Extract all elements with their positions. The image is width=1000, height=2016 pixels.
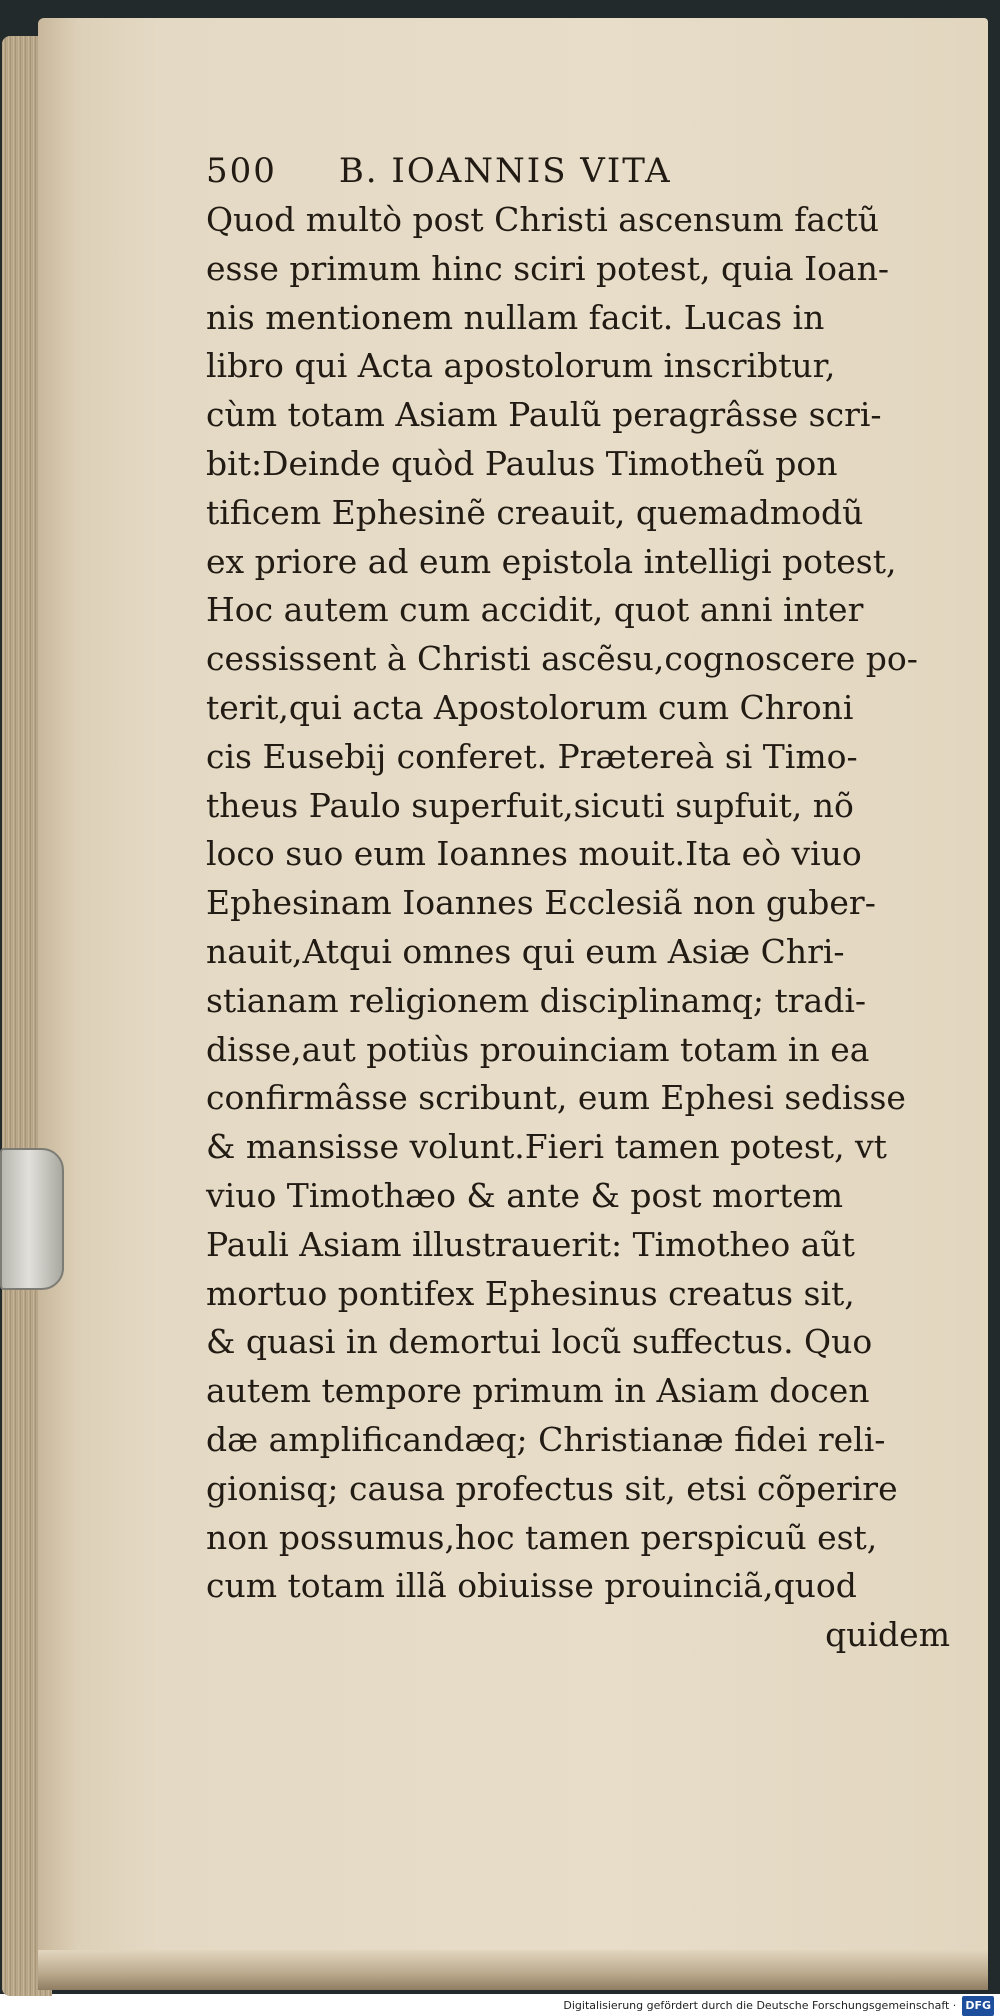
running-title: B. IOANNIS VITA	[338, 151, 672, 191]
text-line: nis mentionem nullam facit. Lucas in	[206, 297, 825, 337]
text-line: cessissent à Christi ascẽsu,cognoscere po-	[206, 639, 918, 679]
catchword: quidem	[825, 1615, 950, 1655]
text-line: nauit,Atqui omnes qui eum Asiæ Chri-	[206, 931, 845, 971]
text-line: cum totam illã obiuisse prouinciã,quod	[206, 1566, 857, 1606]
dfg-logo: DFG	[962, 1996, 994, 2016]
digitization-credit	[0, 1996, 1000, 2016]
text-line: esse primum hinc sciri potest, quia Ioan-	[206, 248, 890, 288]
text-line: tificem Ephesinẽ creauit, quemadmodũ	[206, 492, 864, 532]
text-line: disse,aut potiùs prouinciam totam in ea	[206, 1029, 870, 1069]
text-line: & quasi in demortui locũ suffectus. Quo	[206, 1322, 873, 1362]
text-line: & mansisse volunt.Fieri tamen potest, vt	[206, 1127, 887, 1167]
page-text	[206, 150, 986, 1660]
text-lines	[206, 196, 986, 1611]
text-line: autem tempore primum in Asiam docen	[206, 1371, 870, 1411]
text-line: bit:Deinde quòd Paulus Timotheũ pon	[206, 443, 838, 483]
text-line: loco suo eum Ioannes mouit.Ita eò viuo	[206, 834, 862, 874]
credit-text: Digitalisierung gefördert durch die Deutsche Forschungsgemeinschaft ·	[563, 1999, 957, 2012]
text-line: theus Paulo superfuit,sicuti supfuit, nõ	[206, 785, 854, 825]
page-number: 500	[206, 151, 277, 191]
running-header	[206, 150, 986, 192]
text-line: mortuo pontifex Ephesinus creatus sit,	[206, 1273, 855, 1313]
text-line: dæ amplificandæq; Christianæ fidei reli-	[206, 1419, 886, 1459]
text-line: Quod multò post Christi ascensum factũ	[206, 200, 879, 239]
text-line: terit,qui acta Apostolorum cum Chroni	[206, 687, 854, 727]
text-line: cis Eusebij conferet. Prætereà si Timo-	[206, 736, 858, 776]
text-line: confirmâsse scribunt, eum Ephesi sedisse	[206, 1078, 906, 1118]
page-bottom-shadow	[38, 1950, 988, 1990]
text-line: cùm totam Asiam Paulũ peragrâsse scri-	[206, 395, 882, 435]
text-line: non possumus,hoc tamen perspicuũ est,	[206, 1517, 878, 1557]
text-line: gionisq; causa profectus sit, etsi cõperire	[206, 1468, 898, 1508]
text-line: viuo Timothæo & ante & post mortem	[206, 1175, 844, 1215]
text-line: Ephesinam Ioannes Ecclesiã non guber-	[206, 883, 876, 923]
bookmark-tab	[0, 1148, 64, 1290]
text-line: Pauli Asiam illustrauerit: Timotheo aũt	[206, 1224, 855, 1264]
text-line: ex priore ad eum epistola intelligi potest,	[206, 541, 897, 581]
text-line: libro qui Acta apostolorum inscribtur,	[206, 346, 836, 386]
text-line: Hoc autem cum accidit, quot anni inter	[206, 590, 864, 630]
text-line: stianam religionem disciplinamq; tradi-	[206, 980, 867, 1020]
